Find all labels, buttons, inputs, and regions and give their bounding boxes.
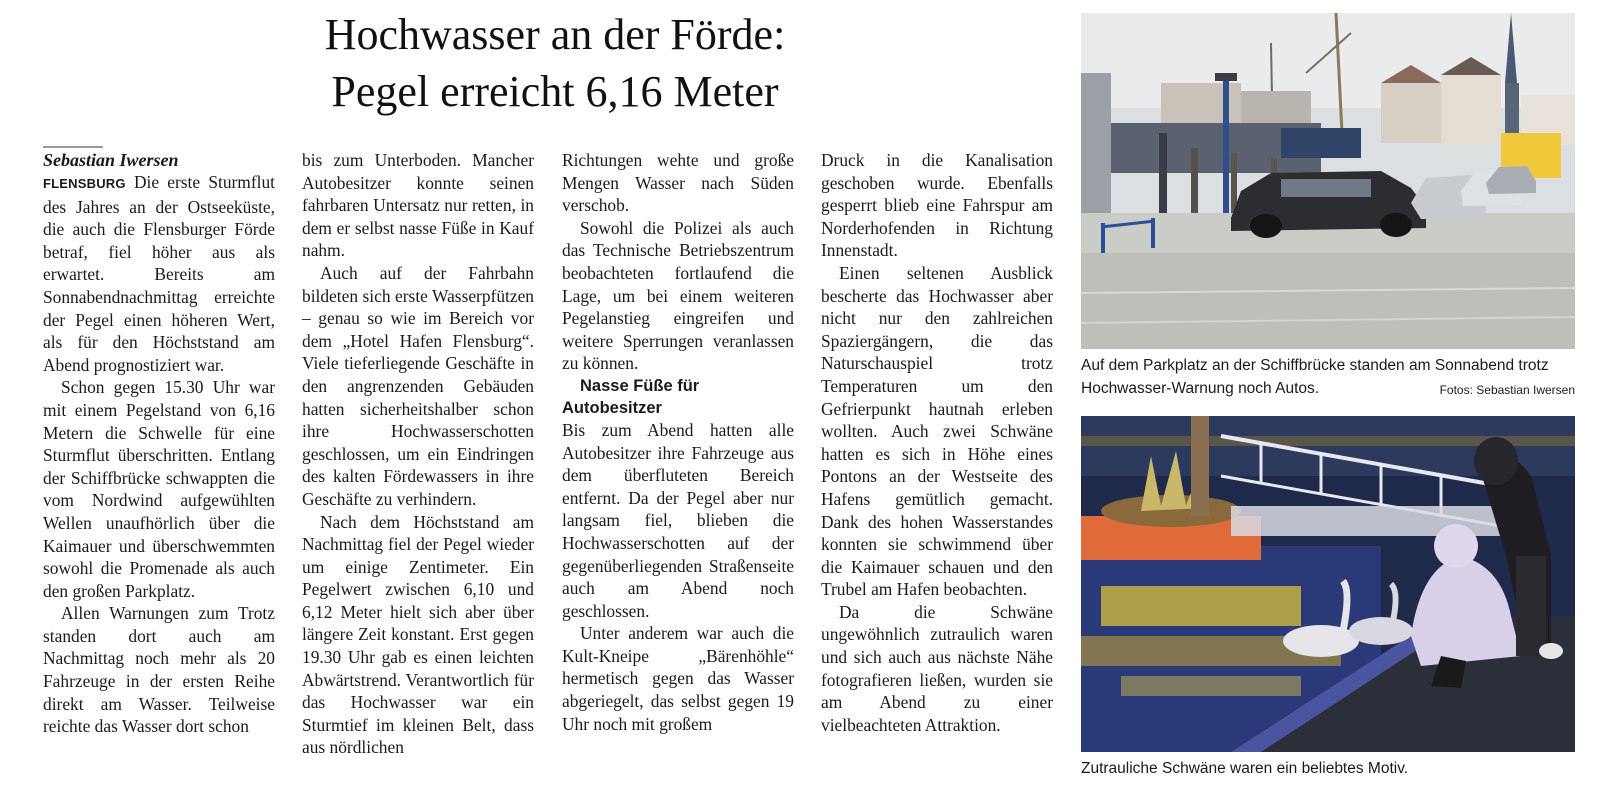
paragraph: Allen Warnungen zum Trotz standen dort auch am Nachmittag noch mehr als 20 Fahrzeuge in der ersten Reihe direkt am Wasser. Teilweise reichte das Wasser dort schon [43,603,275,737]
article-column-1 [43,149,275,738]
headline-line-2: Pegel erreicht 6,16 Meter [331,67,779,116]
author-rule [43,146,103,148]
dateline: FLENSBURG [43,176,126,191]
photo-caption-2: Zutrauliche Schwäne waren ein beliebtes Motiv. [1081,760,1409,777]
photo-swans [1081,416,1575,752]
paragraph: Sowohl die Polizei als auch das Technische Betriebszentrum beobachteten fortlaufend die Lage, um bei einem weiteren Pegelanstieg eingreifen und weitere Sperrungen veranlassen zu können. [562,217,794,374]
paragraph: Schon gegen 15.30 Uhr war mit einem Pegelstand von 6,16 Metern die Schwelle für eine Sturmflut überschritten. Entlang der Schiffbrücke schwappten die vom Nordwind aufgewühlten Wellen unaufhörlich über die Kaimauer und überschwemmten sowohl die Promenade als auch den großen Parkplatz. [43,377,275,601]
subheading: Nasse Füße für Autobesitzer [562,376,700,417]
article-column-3 [562,149,794,735]
caption-text: Auf dem Parkplatz an der Schiffbrücke standen am Sonnabend trotz Hochwasser-Warnung noch Autos. [1081,357,1549,397]
paragraph: Unter anderem war auch die Kult-Kneipe „Bärenhöhle“ hermetisch gegen das Wasser abgeriegelt, das selbst gegen 19 Uhr noch mit großem [562,623,794,734]
paragraph: Richtungen wehte und große Mengen Wasser nach Süden verschob. [562,150,794,216]
paragraph-text: Die erste Sturmflut des Jahres an der Ostseeküste, die auch die Flensburger Förde betraf, fiel höher aus als erwartet. Bereits am Sonnabendnachmittag erreichte der Pegel einen höheren Wert, als für den Höchststand am Abend prognostiziert war. [43,172,275,375]
headline-line-1: Hochwasser an der Förde: [324,10,786,59]
paragraph: Bis zum Abend hatten alle Autobesitzer ihre Fahrzeuge aus dem überfluteten Bereich entfernt. Da der Pegel aber nur langsam fiel, blieben die Hochwasserschotten auf der gegenüberliegenden Straßenseite auch am Abend noch geschlossen. [562,419,794,621]
photo-flooded-parking-image [1081,13,1575,349]
paragraph: bis zum Unterboden. Mancher Autobesitzer konnte seinen fahrbaren Untersatz nur retten, in dem er selbst nasse Füße in Kauf nahm. [302,150,534,261]
paragraph [43,171,275,376]
paragraph: Auch auf der Fahrbahn bildeten sich erste Wasserpfützen – genau so wie im Bereich vor dem „Hotel Hafen Flensburg“. Viele tieferliegende Geschäfte in den angrenzenden Gebäuden hatten sicherheitshalber schon ihre Hochwasserschotten geschlossen, um ein Eindringen des kalten Fördewassers in ihre Geschäfte zu verhindern. [302,262,534,509]
headline [180,6,930,120]
paragraph: Da die Schwäne ungewöhnlich zutraulich waren und sich auch aus nächste Nähe fotografieren ließen, wurden sie am Abend zu einer vielbeachteten Attraktion. [821,601,1053,735]
photo-flooded-parking [1081,13,1575,349]
photo-swans-image [1081,416,1575,752]
article-column-4 [821,149,1053,736]
paragraph: Einen seltenen Ausblick bescherte das Hochwasser aber nicht nur den zahlreichen Spaziergängern, die das Naturschauspiel trotz Temperaturen um den Gefrierpunkt hautnah erleben wollten. Auch zwei Schwäne hatten es sich in Höhe eines Pontons an der Westseite des Hafens gemütlich gemacht. Dank des hohen Wasserstandes konnten sie schwimmend über die Kaimauer schauen und den Trubel am Hafen beobachten. [821,262,1053,600]
paragraph: Nach dem Höchststand am Nachmittag fiel der Pegel wieder um einige Zentimeter. Ein Pegelwert zwischen 6,10 und 6,12 Meter hielt sich aber über längere Zeit konstant. Erst gegen 19.30 Uhr gab es einen leichten Abwärtstrend. Verantwortlich für das Hochwasser war ein Sturmtief im kleinen Belt, dass aus nördlichen [302,511,534,758]
paragraph: Druck in die Kanalisation geschoben wurde. Ebenfalls gesperrt blieb eine Fahrspur am Norderhofenden in Richtung Innenstadt. [821,150,1053,261]
author-byline: Sebastian Iwersen [43,150,179,170]
photo-caption-1 [1081,354,1575,402]
photo-credit: Fotos: Sebastian Iwersen [1439,383,1575,397]
article-column-2 [302,149,534,759]
